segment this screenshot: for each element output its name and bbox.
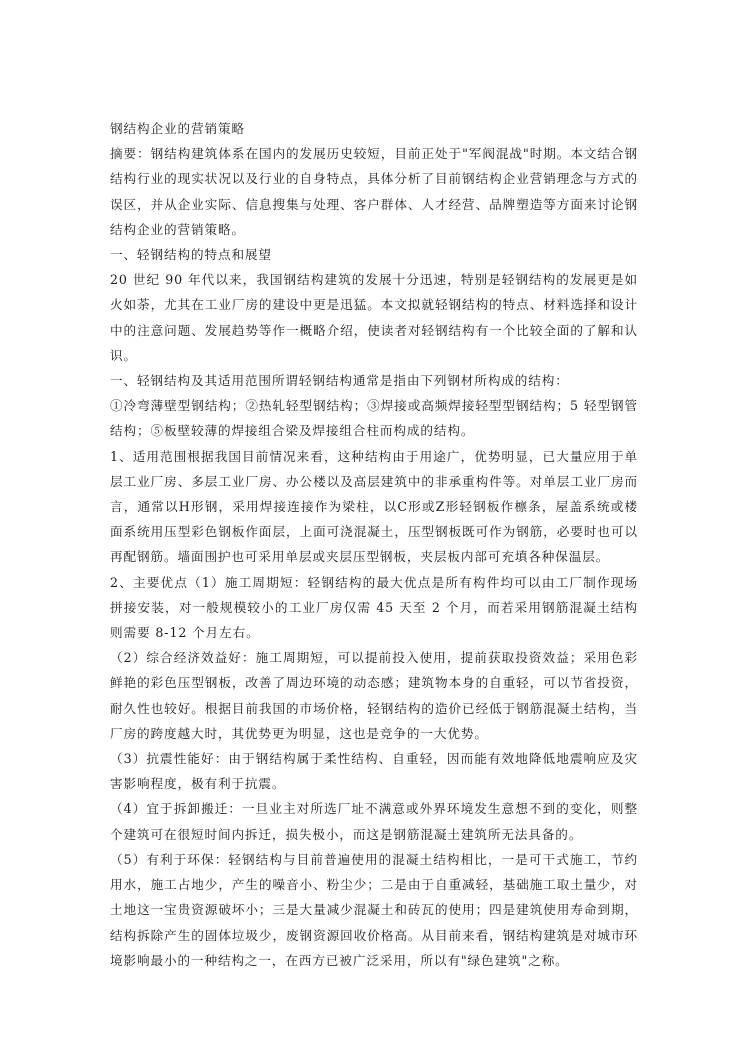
- body-paragraph: 2、主要优点（1）施工周期短：轻钢结构的最大优点是所有构件均可以由工厂制作现场拼接安装，对一般规模较小的工业厂房仅需 45 天至 2 个月，而若采用钢筋混凝土结构则需要 8-12 个月左右。: [110, 574, 638, 641]
- body-paragraph: （2）综合经济效益好：施工周期短，可以提前投入使用，提前获取投资效益；采用色彩鲜艳的彩色压型钢板，改善了周边环境的动态感；建筑物本身的自重轻，可以节省投资，耐久性也较好。根据目前我国的市场价格，轻钢结构的造价已经低于钢筋混凝土结构，当厂房的跨度越大时，其优势更为明显，这也是竞争的一大优势。: [110, 650, 638, 741]
- section-heading: 一、轻钢结构的特点和展望: [110, 247, 272, 263]
- body-paragraph: ①冷弯薄壁型钢结构；②热轧轻型钢结构；③焊接或高频焊接轻型型钢结构；5 轻型钢管结构；⑤板壁较薄的焊接组合梁及焊接组合柱而构成的结构。: [110, 398, 638, 439]
- body-paragraph: 20 世纪 90 年代以来，我国钢结构建筑的发展十分迅速，特别是轻钢结构的发展更是如火如荼，尤其在工业厂房的建设中更是迅猛。本文拟就轻钢结构的特点、材料选择和设计中的注意问题、发展趋势等作一概略介绍，使读者对轻钢结构有一个比较全面的了解和认识。: [110, 272, 638, 363]
- abstract-paragraph: 摘要：钢结构建筑体系在国内的发展历史较短，目前正处于"军阀混战"时期。本文结合钢结构行业的现实状况以及行业的自身特点，具体分析了目前钢结构企业营销理念与方式的误区，并从企业实际、信息搜集与处理、客户群体、人才经营、品牌塑造等方面来讨论钢结构企业的营销策略。: [110, 146, 638, 237]
- body-paragraph: （3）抗震性能好：由于钢结构属于柔性结构、自重轻，因而能有效地降低地震响应及灾害影响程度，极有利于抗震。: [110, 751, 638, 792]
- document-body: [110, 116, 638, 973]
- body-paragraph: （4）宜于拆卸搬迁：一旦业主对所选厂址不满意或外界环境发生意想不到的变化，则整个建筑可在很短时间内拆迁，损失极小，而这是钢筋混凝土建筑所无法具备的。: [110, 801, 638, 842]
- document-title: 钢结构企业的营销策略: [110, 121, 245, 136]
- body-paragraph: 一、轻钢结构及其适用范围所谓轻钢结构通常是指由下列钢材所构成的结构：: [110, 373, 569, 389]
- body-paragraph: 1、适用范围根据我国目前情况来看，这种结构由于用途广，优势明显，已大量应用于单层工业厂房、多层工业厂房、办公楼以及高层建筑中的非承重构件等。对单层工业厂房而言，通常以H形钢，采用焊接连接作为梁柱，以C形或Z形轻钢板作檩条，屋盖系统或楼面系统用压型彩色钢板作面层，上面可浇混凝土，压型钢板既可作为钢筋，必要时也可以再配钢筋。墙面围护也可采用单层或夹层压型钢板，夹层板内部可充填各种保温层。: [110, 448, 638, 565]
- body-paragraph: （5）有利于环保：轻钢结构与目前普遍使用的混凝土结构相比，一是可干式施工，节约用水，施工占地少，产生的噪音小、粉尘少；二是由于自重减轻，基础施工取土量少，对土地这一宝贵资源破坏小；三是大量减少混凝土和砖瓦的使用；四是建筑使用寿命到期，结构拆除产生的固体垃圾少，废钢资源回收价格高。从目前来看，钢结构建筑是对城市环境影响最小的一种结构之一，在西方已被广泛采用，所以有"绿色建筑"之称。: [110, 851, 638, 968]
